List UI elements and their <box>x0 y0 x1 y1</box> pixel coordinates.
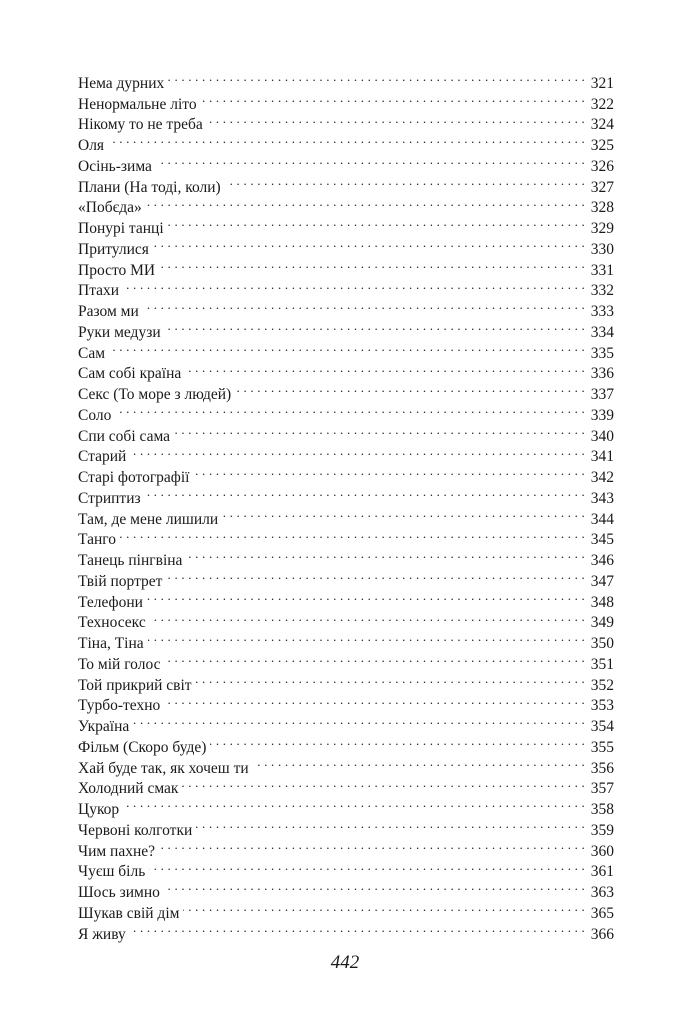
toc-entry <box>78 835 614 860</box>
dot-leader <box>186 544 585 565</box>
toc-entry <box>78 212 614 237</box>
dot-leader <box>159 254 585 275</box>
dot-leader <box>201 88 585 109</box>
toc-entry <box>78 254 614 279</box>
dot-leader <box>222 503 585 524</box>
toc-entry-page: 360 <box>590 842 614 860</box>
toc-entry-page: 363 <box>590 884 614 901</box>
toc-entry-title: Осінь-зима <box>78 157 152 175</box>
toc-entry-title: Оля <box>78 137 105 154</box>
toc-entry <box>78 420 614 445</box>
toc-entry <box>78 399 614 424</box>
toc-entry <box>78 710 614 735</box>
toc-entry <box>78 876 614 901</box>
dot-leader <box>108 129 585 150</box>
toc-entry-title: Я живу <box>78 925 126 943</box>
toc-entry <box>78 337 614 362</box>
toc-entry <box>78 648 614 673</box>
toc-entry <box>78 524 614 549</box>
toc-entry-title: Шукав свій дім <box>78 904 180 922</box>
toc-entry-page: 325 <box>590 137 614 154</box>
toc-entry-title: Чуєш біль <box>78 863 146 881</box>
dot-leader <box>193 461 585 482</box>
toc-entry-page: 345 <box>590 531 614 549</box>
toc-entry-title: Стриптиз <box>78 489 141 507</box>
toc-entry-title: Нікому то не треба <box>78 116 203 134</box>
toc-entry-page: 327 <box>590 178 614 196</box>
toc-entry <box>78 192 614 217</box>
toc-entry-title: Танго <box>78 531 116 549</box>
toc-entry-page: 331 <box>590 261 614 279</box>
toc-entry-page: 350 <box>590 635 614 652</box>
toc-entry <box>78 150 614 175</box>
toc-entry <box>78 814 614 839</box>
toc-entry-title: Цукор <box>78 801 120 818</box>
dot-leader <box>253 752 585 773</box>
toc-entry-title: Турбо-техно <box>78 697 161 715</box>
toc-entry-page: 335 <box>590 344 614 362</box>
toc-entry <box>78 544 614 569</box>
toc-entry-title: Притулися <box>78 240 149 258</box>
toc-entry-title: Спи собі сама <box>78 427 171 445</box>
toc-entry-page: 321 <box>590 74 614 92</box>
toc-entry-page: 359 <box>590 821 614 839</box>
toc-entry-page: 328 <box>590 199 614 217</box>
dot-leader <box>130 441 585 462</box>
dot-leader <box>123 793 585 814</box>
dot-leader <box>164 690 585 711</box>
dot-leader <box>147 586 585 607</box>
toc-entry-title: Просто МИ <box>78 261 156 279</box>
toc-entry <box>78 129 614 154</box>
toc-entry-title: Ненормальне літо <box>78 95 197 113</box>
toc-entry-title: Хай буде так, як хочеш ти <box>78 759 249 777</box>
toc-entry-title: «Побєда» <box>78 199 142 217</box>
toc-entry-page: 324 <box>590 116 614 134</box>
dot-leader <box>159 835 585 856</box>
dot-leader <box>133 710 585 731</box>
dot-leader <box>148 627 585 648</box>
toc-entry-title: Соло <box>78 406 112 424</box>
table-of-contents <box>78 67 614 943</box>
toc-entry-title: Сам <box>78 344 106 362</box>
toc-entry-page: 358 <box>590 801 614 818</box>
toc-entry-page: 347 <box>590 572 614 590</box>
toc-entry-page: 334 <box>590 323 614 341</box>
dot-leader <box>164 648 585 669</box>
dot-leader <box>156 150 585 171</box>
toc-entry-page: 356 <box>590 759 614 777</box>
toc-entry-page: 329 <box>590 220 614 237</box>
toc-entry-page: 342 <box>590 469 614 486</box>
toc-entry-page: 365 <box>590 904 614 922</box>
page-number: 442 <box>330 952 360 973</box>
toc-entry-title: Техносекс <box>78 614 146 632</box>
dot-leader <box>165 316 585 337</box>
dot-leader <box>143 295 585 316</box>
toc-entry-title: Сам собі країна <box>78 365 182 383</box>
dot-leader <box>115 399 585 420</box>
dot-leader <box>146 192 585 213</box>
dot-leader <box>145 482 585 503</box>
toc-entry-title: Руки медузи <box>78 323 161 341</box>
dot-leader <box>168 212 585 233</box>
toc-entry-page: 355 <box>590 738 614 756</box>
toc-entry <box>78 295 614 320</box>
toc-entry <box>78 441 614 466</box>
toc-entry-title: Тіна, Тіна <box>78 635 144 652</box>
toc-entry-title: Україна <box>78 718 130 735</box>
toc-entry-title: Понурі танці <box>78 220 164 237</box>
toc-entry-page: 353 <box>590 697 614 715</box>
dot-leader <box>123 275 585 296</box>
toc-entry-title: Нема дурних <box>78 74 165 92</box>
dot-leader <box>166 565 585 586</box>
toc-entry-title: Там, де мене лишили <box>78 510 219 528</box>
dot-leader <box>120 524 585 545</box>
toc-entry <box>78 586 614 611</box>
toc-entry <box>78 461 614 486</box>
toc-entry-title: Разом ми <box>78 303 139 320</box>
toc-entry <box>78 731 614 756</box>
dot-leader <box>153 233 585 254</box>
toc-entry-page: 333 <box>590 303 614 320</box>
toc-entry-page: 344 <box>590 510 614 528</box>
toc-entry-page: 352 <box>590 676 614 694</box>
toc-entry-page: 337 <box>590 386 614 403</box>
dot-leader <box>207 109 585 130</box>
toc-entry <box>78 627 614 652</box>
toc-entry-page: 322 <box>590 95 614 113</box>
dot-leader <box>183 897 585 918</box>
toc-entry-title: Старий <box>78 448 127 466</box>
dot-leader <box>185 358 585 379</box>
toc-entry-title: Плани (На тоді, коли) <box>78 178 221 196</box>
toc-entry-page: 348 <box>590 593 614 611</box>
dot-leader <box>130 918 585 939</box>
toc-entry-title: Холодний смак <box>78 780 179 798</box>
toc-entry-page: 346 <box>590 552 614 569</box>
toc-entry-page: 339 <box>590 406 614 424</box>
dot-leader <box>149 856 585 877</box>
toc-entry-page: 349 <box>590 614 614 632</box>
toc-entry <box>78 856 614 881</box>
toc-entry-title: Танець пінгвіна <box>78 552 183 569</box>
dot-leader <box>109 337 585 358</box>
toc-entry <box>78 233 614 258</box>
toc-entry-page: 330 <box>590 240 614 258</box>
dot-leader <box>150 607 585 628</box>
dot-leader <box>225 171 585 192</box>
toc-entry-title: Телефони <box>78 593 143 611</box>
toc-entry-title: Фільм (Скоро буде) <box>78 738 207 756</box>
dot-leader <box>168 67 585 88</box>
toc-entry <box>78 171 614 196</box>
toc-entry-page: 343 <box>590 489 614 507</box>
toc-entry-title: Старі фотографії <box>78 469 190 486</box>
dot-leader <box>182 773 585 794</box>
toc-entry-title: Птахи <box>78 282 120 300</box>
dot-leader <box>164 876 585 897</box>
toc-entry-page: 351 <box>590 655 614 673</box>
dot-leader <box>196 669 585 690</box>
toc-entry-page: 366 <box>590 925 614 943</box>
toc-entry <box>78 503 614 528</box>
toc-entry-page: 332 <box>590 282 614 300</box>
toc-entry <box>78 358 614 383</box>
dot-leader <box>210 731 585 752</box>
dot-leader <box>174 420 585 441</box>
dot-leader <box>235 378 585 399</box>
toc-entry-page: 361 <box>590 863 614 881</box>
toc-entry-title: Шось зимно <box>78 884 160 901</box>
toc-entry-page: 326 <box>590 157 614 175</box>
toc-entry <box>78 316 614 341</box>
toc-entry <box>78 607 614 632</box>
toc-entry-page: 357 <box>590 780 614 798</box>
toc-entry-title: То мій голос <box>78 655 161 673</box>
toc-entry <box>78 67 614 92</box>
toc-entry-title: Твій портрет <box>78 572 163 590</box>
toc-entry <box>78 793 614 818</box>
toc-entry-title: Секс (То море з людей) <box>78 386 232 403</box>
toc-entry-title: Червоні колготки <box>78 821 193 839</box>
toc-entry-page: 336 <box>590 365 614 383</box>
toc-entry-title: Той прикрий світ <box>78 676 192 694</box>
toc-entry-page: 340 <box>590 427 614 445</box>
toc-entry-title: Чим пахне? <box>78 842 156 860</box>
dot-leader <box>196 814 585 835</box>
toc-entry-page: 341 <box>590 448 614 466</box>
toc-entry <box>78 918 614 943</box>
toc-entry-page: 354 <box>590 718 614 735</box>
toc-entry <box>78 482 614 507</box>
toc-entry <box>78 275 614 300</box>
